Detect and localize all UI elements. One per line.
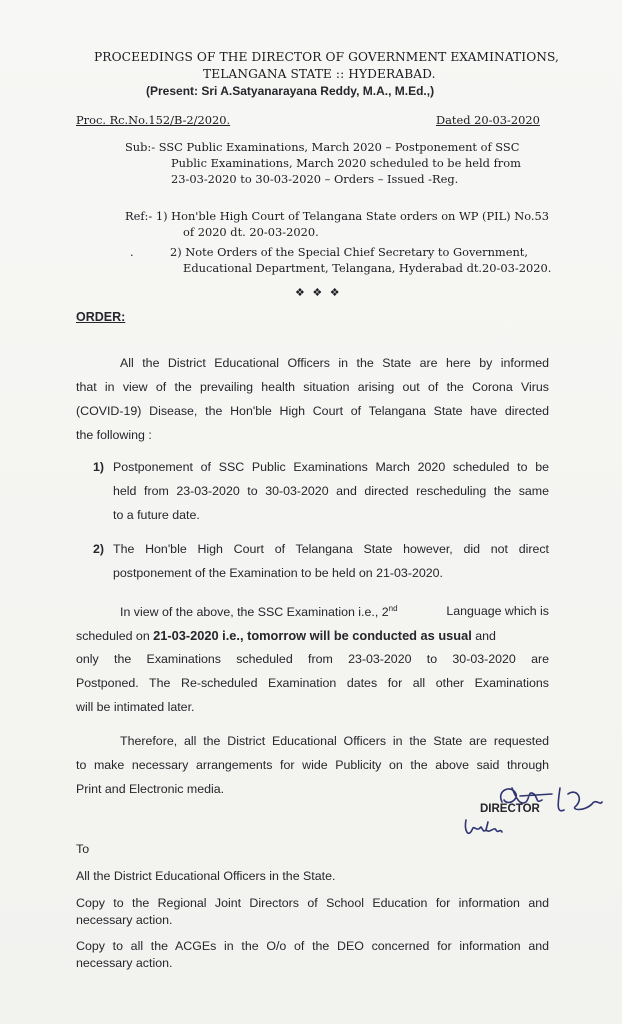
para2-line-2-end: and bbox=[471, 629, 496, 643]
para2-line-4: Postponed. The Re-scheduled Examination dates for all other Examinations bbox=[76, 676, 549, 690]
para2-line-5: will be intimated later. bbox=[76, 700, 195, 714]
header-line-1: PROCEEDINGS OF THE DIRECTOR OF GOVERNMENT EXAMINATIONS, bbox=[94, 50, 560, 64]
para2-line-3: only the Examinations scheduled from 23-03-2020 to 30-03-2020 are bbox=[76, 652, 549, 666]
ornament-divider: ❖ ❖ ❖ bbox=[295, 286, 342, 299]
ref-2-line-2: Educational Department, Telangana, Hyderabad dt.20-03-2020. bbox=[183, 261, 552, 275]
ref-2-line-1: 2) Note Orders of the Special Chief Secretary to Government, bbox=[170, 245, 528, 259]
para3-line-1: Therefore, all the District Educational Officers in the State are requested bbox=[120, 734, 549, 748]
subject-line-1: Sub:- SSC Public Examinations, March 2020 – Postponement of SSC bbox=[125, 140, 520, 154]
emphasis-exam-date: 21-03-2020 i.e., tomorrow will be conducted as usual bbox=[153, 628, 472, 643]
item1-number: 1) bbox=[93, 460, 105, 474]
recipient-line: All the District Educational Officers in the State. bbox=[76, 869, 336, 883]
para3-line-2: to make necessary arrangements for wide Publicity on the above said through bbox=[76, 758, 549, 772]
initials-scribble bbox=[460, 816, 504, 840]
item1-line-3: to a future date. bbox=[113, 508, 200, 522]
ref-1-line-1: Ref:- 1) Hon'ble High Court of Telangana State orders on WP (PIL) No.53 bbox=[125, 209, 549, 223]
ref-1-line-2: of 2020 dt. 20-03-2020. bbox=[183, 225, 319, 239]
item2-line-1: The Hon'ble High Court of Telangana State however, did not direct bbox=[113, 542, 549, 556]
copy1-line-2: necessary action. bbox=[76, 913, 173, 927]
para1-line-3: (COVID-19) Disease, the Hon'ble High Court of Telangana State have directed bbox=[76, 404, 549, 418]
subject-line-2: Public Examinations, March 2020 scheduled to be held from bbox=[171, 156, 521, 170]
subject-line-3: 23-03-2020 to 30-03-2020 – Orders – Issued -Reg. bbox=[171, 172, 459, 186]
para2-line-2 bbox=[76, 628, 496, 643]
proc-number: Proc. Rc.No.152/B-2/2020. bbox=[76, 113, 231, 127]
proc-date: Dated 20-03-2020 bbox=[436, 113, 540, 127]
ordinal-suffix: nd bbox=[388, 604, 398, 613]
item1-line-1: Postponement of SSC Public Examinations March 2020 scheduled to be bbox=[113, 460, 549, 474]
item2-line-2: postponement of the Examination to be held on 21-03-2020. bbox=[113, 566, 443, 580]
para3-line-3: Print and Electronic media. bbox=[76, 782, 225, 796]
header-line-2: TELANGANA STATE :: HYDERABAD. bbox=[203, 67, 436, 81]
para1-line-1: All the District Educational Officers in the State are here by informed bbox=[120, 356, 549, 370]
copy2-line-1: Copy to all the ACGEs in the O/o of the DEO concerned for information and bbox=[76, 939, 549, 953]
copy1-line-1: Copy to the Regional Joint Directors of School Education for information and bbox=[76, 896, 549, 910]
order-heading: ORDER: bbox=[76, 310, 126, 324]
ref-dot: . bbox=[130, 245, 134, 259]
para2-line-2-start: scheduled on bbox=[76, 629, 154, 643]
para1-line-4: the following : bbox=[76, 428, 152, 442]
to-label: To bbox=[76, 842, 90, 856]
copy2-line-2: necessary action. bbox=[76, 956, 173, 970]
header-line-3: (Present: Sri A.Satyanarayana Reddy, M.A., M.Ed.,) bbox=[146, 84, 435, 98]
para2-line-1 bbox=[120, 604, 549, 619]
item1-line-2: held from 23-03-2020 to 30-03-2020 and directed rescheduling the same bbox=[113, 484, 549, 498]
para1-line-2: that in view of the prevailing health situation arising out of the Corona Virus bbox=[76, 380, 549, 394]
para2-line-1-text: In view of the above, the SSC Examination i.e., 2nd bbox=[120, 604, 398, 620]
director-title: DIRECTOR bbox=[480, 803, 540, 815]
para2-line-1-end: Language which is bbox=[446, 604, 549, 618]
item2-number: 2) bbox=[93, 542, 105, 556]
